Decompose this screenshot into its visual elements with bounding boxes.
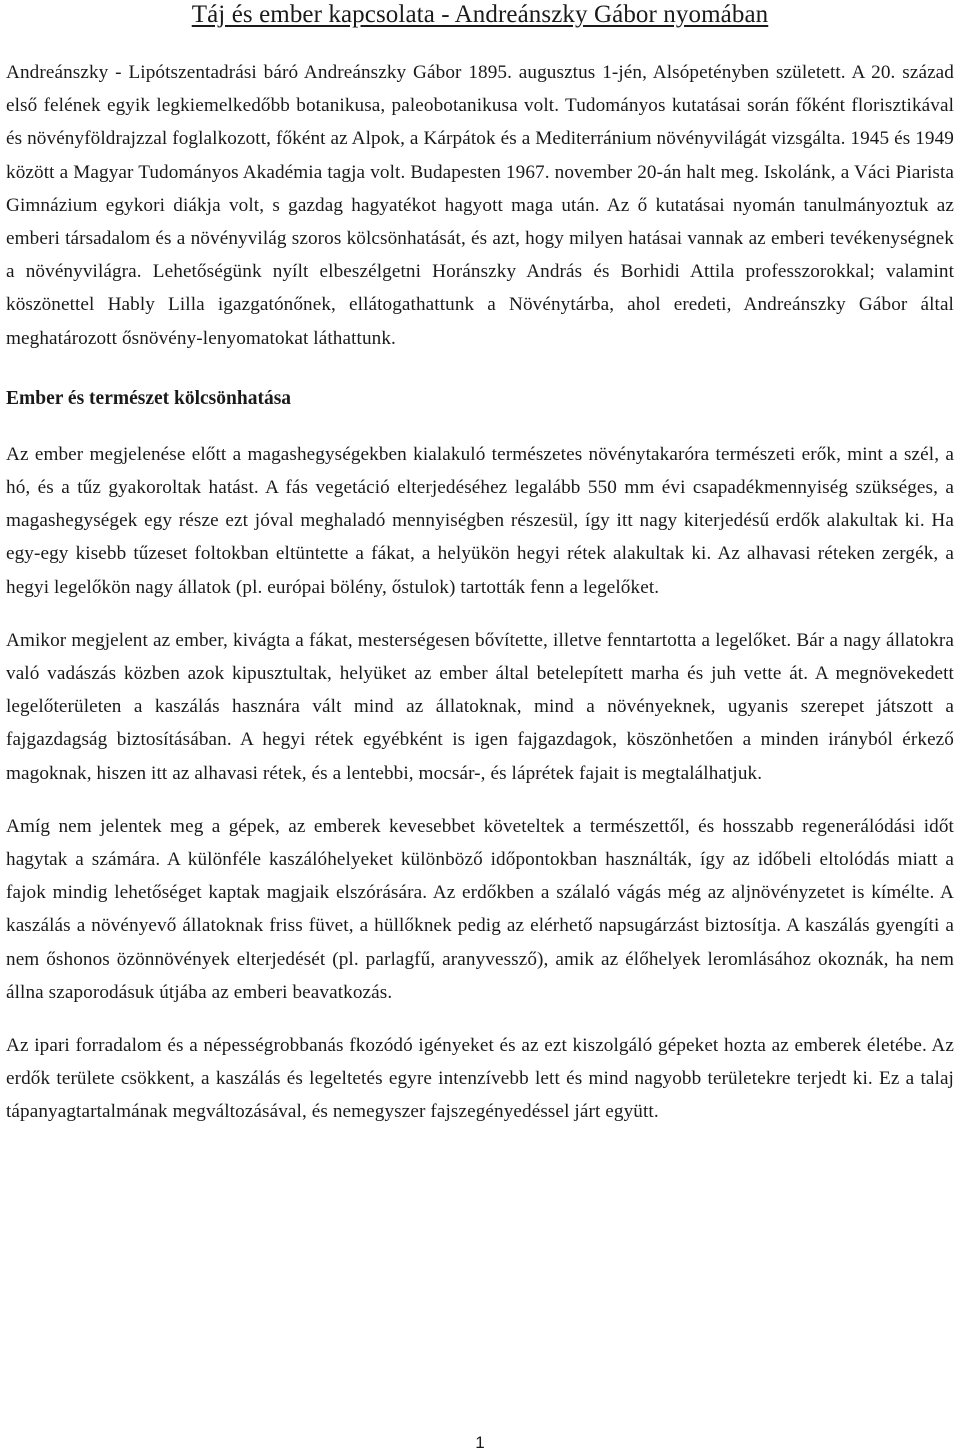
section-paragraph-3: Amíg nem jelentek meg a gépek, az emberek kevesebbet követeltek a természettől, és hosszabb regenerálódási időt hagytak a számára. A különféle kaszálóhelyeket különböző időpontokban használták, így az időbeli eltolódás miatt a fajok mindig lehetőséget kaptak magjaik elszórására. Az erdőkben a szálaló vágás még az aljnövényzetet is kímélte. A kaszálás a növényevő állatoknak friss füvet, a hüllőknek pedig az elérhető napsugárzást biztosítja. A kaszálás gyengíti a nem őshonos özönnövények elterjedését (pl. parlagfű, aranyvessző), amik az élőhelyek leromlásához okoznák, ha nem állna szaporodásuk útjába az emberi beavatkozás. [6, 815, 954, 1003]
section-heading: Ember és természet kölcsönhatása [6, 387, 292, 409]
section-paragraph-2: Amikor megjelent az ember, kivágta a fákat, mesterségesen bővítette, illetve fenntartotta a legelőket. Bár a nagy állatokra való vadászás közben azok kipusztultak, helyüket az ember által betelepített marha és juh vette át. A megnövekedett legelőterületen a kaszálás hasznára vált mind az állatoknak, mind a növényeknek, ugyanis szerepet játszott a fajgazdagság biztosításában. A hegyi rétek egyébként is igen fajgazdagok, köszönhetően a minden irányból érkező magoknak, hiszen itt az alhavasi rétek, és a lentebbi, mocsár-, és láprétek fajait is megtalálhatjuk. [6, 629, 954, 784]
intro-paragraph: Andreánszky - Lipótszentadrási báró Andreánszky Gábor 1895. augusztus 1-jén, Alsópetényben született. A 20. század első felének egyik legkiemelkedőbb botanikusa, paleobotanikusa volt. Tudományos kutatásai során főként florisztikával és növényföldrajzzal foglalkozott, főként az Alpok, a Kárpátok és a Mediterránium növényvilágát vizsgálta. 1945 és 1949 között a Magyar Tudományos Akadémia tagja volt. Budapesten 1967. november 20-án halt meg. Iskolánk, a Váci Piarista Gimnázium egykori diákja volt, s gazdag hagyatékot hagyott maga után. Az ő kutatásai nyomán tanulmányoztuk az emberi társadalom és a növényvilág szoros kölcsönhatását, és azt, hogy milyen hatásai vannak az emberi tevékenységnek a növényvilágra. Lehetőségünk nyílt elbeszélgetni Horánszky András és Borhidi Attila professzorokkal; valamint köszönettel Hably Lilla igazgatónőnek, ellátogathattunk a Növénytárba, ahol eredeti, Andreánszky Gábor által meghatározott ősnövény-lenyomatokat láthattunk. [6, 62, 954, 349]
page-number: 1 [475, 1433, 485, 1452]
section-paragraph-1: Az ember megjelenése előtt a magashegységekben kialakuló természetes növénytakaróra természeti erők, mint a szél, a hó, és a tűz gyakoroltak hatást. A fás vegetáció elterjedéséhez legalább 550 mm évi csapadékmennyiség szükséges, a magashegységek egy része ezt jóval meghaladó mennyiségben részesül, így itt nagy kiterjedésű erdők alakultak ki. Ha egy-egy kisebb tűzeset foltokban eltüntette a fákat, a helyükön hegyi rétek alakultak ki. Az alhavasi réteken zergék, a hegyi legelőkön nagy állatok (pl. európai bölény, őstulok) tartották fenn a legelőket. [6, 443, 954, 598]
document-title: Táj és ember kapcsolata - Andreánszky Gábor nyomában [191, 1, 769, 28]
section-paragraph-4: Az ipari forradalom és a népességrobbanás fkozódó igényeket és az ezt kiszolgáló gépeket hozta az emberek életébe. Az erdők területe csökkent, a kaszálás és legeltetés egyre intenzívebb lett és mind nagyobb területekre terjedt ki. Ez a talaj tápanyagtartalmának megváltozásával, és nemegyszer fajszegényedéssel járt együtt. [6, 1035, 954, 1123]
document-page [6, 0, 954, 1129]
